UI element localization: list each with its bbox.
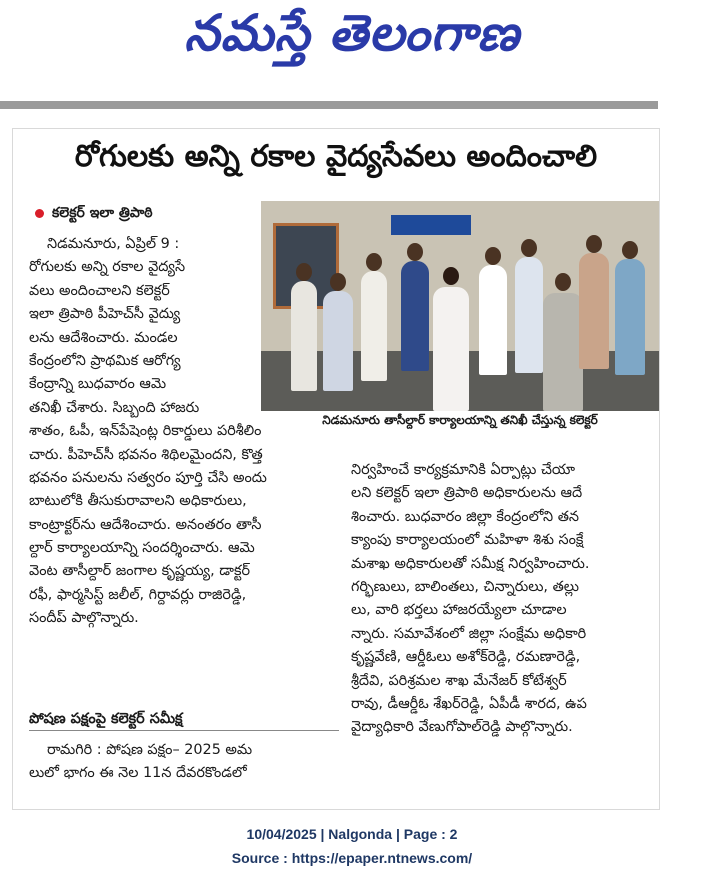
body-column-1b (29, 739, 349, 786)
body-line: లులో భాగం ఈ నెల 11న దేవరకొండలో (29, 765, 247, 782)
photo-person (543, 293, 583, 411)
body-line: భవనం పనులను సత్వరం పూర్తి చేసి అందు (29, 469, 267, 486)
body-line: బాటులోకి తీసుకురావాలని అధికారులు, (29, 493, 247, 510)
photo-caption: నిడమనూరు తాసీల్దార్ కార్యాలయాన్ని తనిఖీ చేస్తున్న కలెక్టర్ (322, 413, 598, 427)
subhead-rule (29, 730, 339, 731)
photo-person (579, 253, 609, 369)
body-line: రఫీ, ఫార్మసిస్ట్ జలీల్, గిర్దావర్లు రాజిరెడ్డి, (29, 586, 247, 603)
photo-person-head (330, 273, 346, 291)
photo-person (323, 291, 353, 391)
photo-person (401, 261, 429, 371)
body-line: లను ఆదేశించారు. మండల (29, 329, 178, 346)
masthead (0, 0, 704, 100)
masthead-rule (0, 101, 658, 109)
body-line: చారు. పీహెచ్‌సీ భవనం శిథిలమైందని, కొత్త (29, 446, 263, 463)
body-line: గర్భిణులు, బాలింతలు, చిన్నారులు, తల్లు (351, 578, 579, 595)
photo-person-head (296, 263, 312, 281)
photo-person-head (366, 253, 382, 271)
photo-person (433, 287, 469, 411)
body-line: తనిఖీ చేశారు. సిబ్బంది హాజరు (29, 399, 200, 416)
bullet-dot-icon (35, 209, 44, 218)
body-line: న్నారు. సమావేశంలో జిల్లా సంక్షేమ అధికారి (351, 625, 587, 642)
photo-person-head (485, 247, 501, 265)
body-line: కాంట్రాక్టర్‌ను ఆదేశించారు. అనంతరం తాసీ (29, 516, 262, 533)
article-clipping (12, 128, 660, 810)
photo-person (515, 257, 543, 373)
photo-person-head (407, 243, 423, 261)
body-line: రావు, డీఆర్డీఓ శేఖర్‌రెడ్డి, ఏపీడీ శారద, ఉప (351, 695, 587, 712)
body-line: కృష్ణవేణి, ఆర్డీఓలు అశోక్‌రెడ్డి, రమణారెడ్డి, (351, 649, 581, 666)
body-line: శాతం, ఓపీ, ఇన్‌పేషెంట్ల రికార్డులు పరిశీలిం (29, 423, 262, 440)
body-line: నిడమనూరు, ఏప్రిల్ 9 : (47, 236, 180, 252)
body-column-2 (351, 459, 651, 740)
body-line: వెంట తాసీల్దార్ జంగాల కృష్ణయ్య, డాక్టర్ (29, 563, 251, 580)
body-column-1 (29, 233, 267, 631)
photo-person (615, 259, 645, 375)
body-line: నిర్వహించే కార్యక్రమానికి ఏర్పాట్లు చేయా (351, 462, 576, 478)
body-line: లు, వారి భర్తలు హాజరయ్యేలా చూడాల (351, 602, 567, 619)
body-line: శించారు. బుధవారం జిల్లా కేంద్రంలోని తన (351, 508, 580, 525)
photo-person (361, 271, 387, 381)
body-line: మశాఖ అధికారులతో సమీక్ష నిర్వహించారు. (351, 555, 590, 572)
byline (35, 205, 153, 224)
photo-person-head (521, 239, 537, 257)
body-line: క్యాంపు కార్యాలయంలో మహిళా శిశు సంక్షే (351, 532, 584, 549)
body-line: రోగులకు అన్ని రకాల వైద్యసే (29, 259, 186, 276)
photo-person-head (586, 235, 602, 253)
subheadline: పోషణ పక్షంపై కలెక్టర్ సమీక్ష (29, 711, 183, 727)
masthead-logo: నమస్తే తెలంగాణ (184, 4, 520, 62)
body-line: సందీప్ పాల్గొన్నారు. (29, 610, 139, 627)
body-line: వలు అందించాలని కలెక్టర్ (29, 282, 170, 299)
footer-date-line: 10/04/2025 | Nalgonda | Page : 2 (246, 826, 458, 842)
body-line: ఇలా త్రిపాఠి పీహెచ్‌సీ వైద్యు (29, 306, 181, 323)
body-line: లని కలెక్టర్ ఇలా త్రిపాఠి అధికారులను ఆదే (351, 485, 583, 502)
article-headline: రోగులకు అన్ని రకాల వైద్యసేవలు అందించాలి (74, 139, 598, 174)
body-line: ల్దార్ కార్యాలయాన్ని సందర్శించారు. ఆమె (29, 540, 255, 557)
footer-source-line: Source : https://epaper.ntnews.com/ (231, 850, 473, 866)
body-line: రామగిరి : పోషణ పక్షం– 2025 అమ (47, 742, 253, 758)
body-line: వైద్యాధికారి వేణుగోపాల్‌రెడ్డి పాల్గొన్నారు. (351, 719, 573, 736)
body-line: శ్రీదేవి, పరిశ్రమల శాఖ మేనేజర్ కోటేశ్వర్ (351, 672, 567, 689)
photo-sign (391, 215, 471, 235)
photo-person-head (622, 241, 638, 259)
body-line: కేంద్రంలోని ప్రాథమిక ఆరోగ్య (29, 352, 181, 369)
photo-person-head (555, 273, 571, 291)
byline-text: కలెక్టర్ ఇలా త్రిపాఠి (52, 205, 153, 221)
article-photo (261, 201, 659, 411)
photo-person (291, 281, 317, 391)
photo-person (479, 265, 507, 375)
body-line: కేంద్రాన్ని బుధవారం ఆమె (29, 376, 167, 393)
photo-person-head (443, 267, 459, 285)
